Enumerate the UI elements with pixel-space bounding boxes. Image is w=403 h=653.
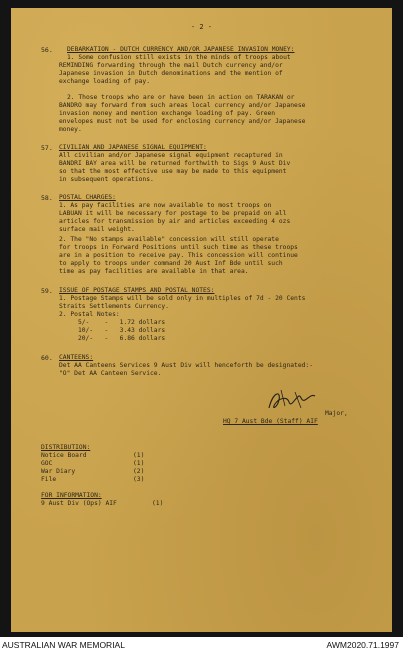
section-line: 2. The "No stamps available" concession will still operate	[59, 236, 279, 243]
section-line: so that the most effective use may be made to this equipment	[59, 168, 287, 175]
section-number: 56.	[41, 46, 53, 54]
section-line: Straits Settlements Currency.	[59, 303, 169, 310]
information-line: 9 Aust Div (Ops) AIF	[41, 500, 117, 507]
archive-reference: AWM2020.71.1997	[326, 640, 399, 650]
handwritten-signature	[261, 386, 321, 414]
section-line: invasion money and mention exchange loading of pay. Green	[59, 110, 276, 117]
section-number: 57.	[41, 144, 53, 152]
section-line: 1. Postage Stamps will be sold only in multiples of 7d - 20 Cents	[59, 295, 306, 302]
section-heading: CANTEENS:	[59, 354, 94, 361]
section-line: for troops in Forward Positions until such time as these troops	[59, 244, 298, 251]
information-heading: FOR INFORMATION:	[41, 492, 102, 499]
section-heading: ISSUE OF POSTAGE STAMPS AND POSTAL NOTES:	[59, 287, 215, 294]
section-number: 58.	[41, 194, 53, 202]
section-line: to apply to troops under command 20 Aust Inf Bde until such	[59, 260, 283, 267]
distribution-count: (2)	[133, 468, 145, 475]
section-line: articles for transmission by air and articles exceeding 4 ozs	[59, 218, 291, 225]
section-number: 59.	[41, 287, 53, 295]
section-line: 2. Those troops who are or have been in action on TARAKAN or	[67, 94, 295, 101]
distribution-item: GOC	[41, 460, 53, 467]
distribution-item: War Diary	[41, 468, 76, 475]
section-line: are in a position to receive pay. This concession will continue	[59, 252, 298, 259]
section-line: time as pay facilities are available in that area.	[59, 268, 249, 275]
section-line: REMINDING forwarding through the mail Dutch currency and/or	[59, 62, 283, 69]
distribution-count: (1)	[133, 460, 145, 467]
distribution-item: File	[41, 476, 57, 483]
section-line: 1. As pay facilities are now available to most troops on	[59, 202, 272, 209]
section-line: All civilian and/or Japanese signal equipment recaptured in	[59, 152, 283, 159]
distribution-item: Notice Board	[41, 452, 87, 459]
section-line: 1. Some confusion still exists in the minds of troops about	[67, 54, 291, 61]
section-line: surface mail weight.	[59, 226, 135, 233]
section-line: in subsequent operations.	[59, 176, 154, 183]
section-line: BANDRO may forward from such areas local currency and/or Japanese	[59, 102, 306, 109]
section-line: 20/- - 6.86 dollars	[59, 335, 166, 342]
section-line: envelopes must not be used for enclosing currency and/or Japanese	[59, 118, 306, 125]
page-number: - 2 -	[190, 23, 213, 31]
section-heading: DEBARKATION - DUTCH CURRENCY AND/OR JAPANESE INVASION MONEY:	[67, 46, 295, 53]
distribution-count: (1)	[133, 452, 145, 459]
signature-unit: HQ 7 Aust Bde (Staff) AIF	[223, 418, 318, 425]
section-line: 10/- - 3.43 dollars	[59, 327, 166, 334]
document-page	[11, 8, 392, 632]
section-line: Japanese invasion in Dutch denominations and the mention of	[59, 70, 283, 77]
section-line: BANDRI BAY area will be returned forthwith to Sigs 9 Aust Div	[59, 160, 291, 167]
section-heading: CIVILIAN AND JAPANESE SIGNAL EQUIPMENT:	[59, 144, 207, 151]
section-line: 2. Postal Notes:	[59, 311, 120, 318]
signature-title: Major,	[325, 410, 348, 417]
distribution-count: (3)	[133, 476, 145, 483]
archive-footer	[0, 637, 403, 653]
section-number: 60.	[41, 354, 53, 362]
section-heading: POSTAL CHARGES:	[59, 194, 116, 201]
section-line: Det AA Canteens Services 9 Aust Div will henceforth be designated:-	[59, 362, 314, 369]
section-line: 5/- - 1.72 dollars	[59, 319, 166, 326]
information-count: (1)	[152, 500, 164, 507]
section-line: LABUAN it will be necessary for postage to be prepaid on all	[59, 210, 287, 217]
archive-name: AUSTRALIAN WAR MEMORIAL	[2, 640, 125, 650]
section-line: money.	[59, 126, 82, 133]
section-line: "O" Det AA Canteen Service.	[59, 370, 162, 377]
section-line: exchange loading of pay.	[59, 78, 150, 85]
distribution-heading: DISTRIBUTION:	[41, 444, 91, 451]
